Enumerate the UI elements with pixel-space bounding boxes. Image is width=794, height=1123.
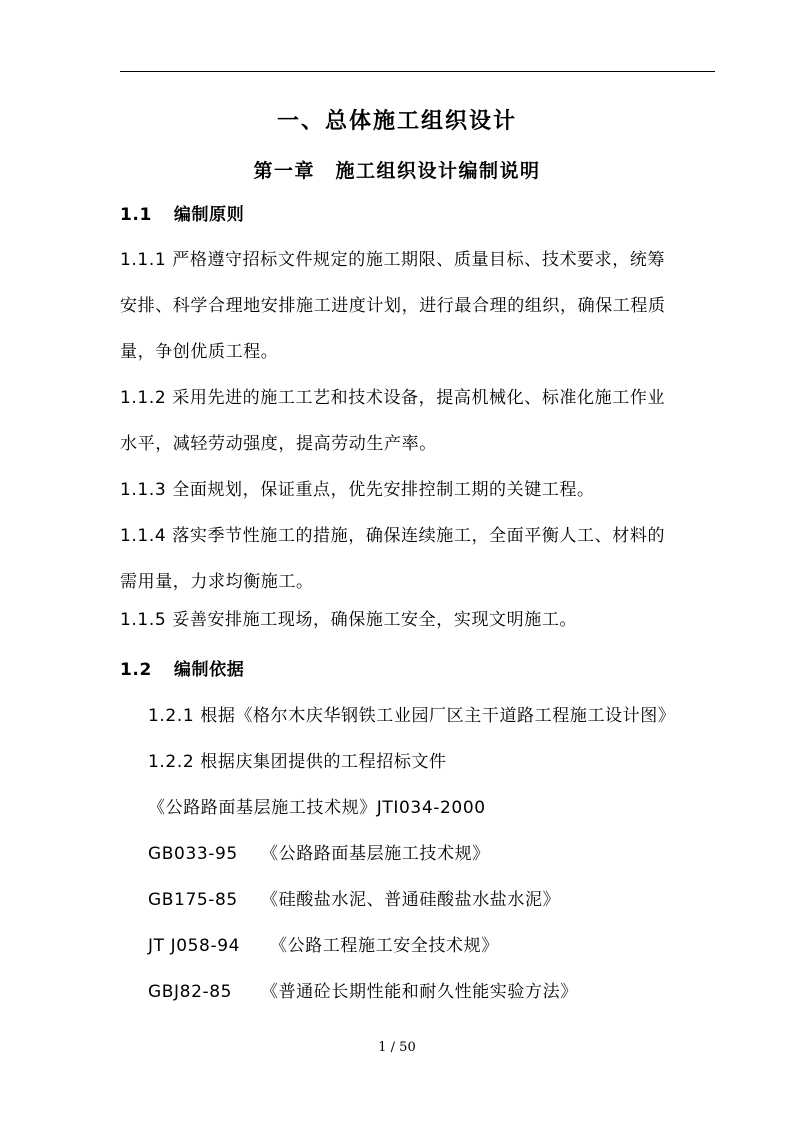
paragraph-line: 1.1.3 全面规划，保证重点，优先安排控制工期的关键工程。 (120, 480, 595, 500)
reference-row (148, 889, 560, 911)
paragraph-line: 1.1.1 严格遵守招标文件规定的施工期限、质量目标、技术要求，统筹 (120, 250, 666, 270)
page-number: 1 / 50 (378, 1040, 416, 1055)
standard-name: 《公路路面基层施工技术规》 (261, 844, 490, 864)
standard-code: GB175-85 (148, 890, 238, 910)
paragraph-line: 1.1.5 妥善安排施工现场，确保施工安全，实现文明施工。 (120, 610, 578, 630)
chapter-heading: 第一章 施工组织设计编制说明 (253, 160, 541, 182)
section-title: 编制依据 (173, 660, 245, 680)
standard-code: GB033-95 (148, 844, 238, 864)
section-heading (120, 204, 244, 226)
section-heading (120, 659, 244, 681)
section-number: 1.2 (120, 660, 152, 680)
reference-row (148, 981, 578, 1003)
paragraph-line: 水平，减轻劳动强度，提高劳动生产率。 (120, 434, 437, 454)
standard-name: 《普通砼长期性能和耐久性能实验方法》 (261, 982, 578, 1002)
paragraph-line: 1.1.4 落实季节性施工的措施，确保连续施工，全面平衡人工、材料的 (120, 526, 666, 546)
section-number: 1.1 (120, 205, 152, 225)
paragraph-line: 1.2.2 根据庆集团提供的工程招标文件 (148, 752, 447, 772)
standard-name: 《公路工程施工安全技术规》 (270, 936, 499, 956)
standard-code: GBJ82-85 (148, 982, 233, 1002)
reference-line: 《公路路面基层施工技术规》JTI034-2000 (148, 798, 486, 818)
reference-row (148, 935, 499, 957)
reference-row (148, 843, 490, 865)
standard-name: 《硅酸盐水泥、普通硅酸盐水盐水泥》 (261, 890, 561, 910)
standard-code: JT J058-94 (148, 936, 241, 956)
header-rule (120, 71, 715, 72)
paragraph-line: 1.2.1 根据《格尔木庆华钢铁工业园厂区主干道路工程施工设计图》 (148, 706, 676, 726)
document-title: 一、总体施工组织设计 (276, 109, 517, 134)
paragraph-line: 安排、科学合理地安排施工进度计划，进行最合理的组织，确保工程质 (120, 296, 666, 316)
section-title: 编制原则 (173, 205, 245, 225)
paragraph-line: 1.1.2 采用先进的施工工艺和技术设备，提高机械化、标准化施工作业 (120, 388, 666, 408)
paragraph-line: 需用量，力求均衡施工。 (120, 572, 314, 592)
paragraph-line: 量，争创优质工程。 (120, 342, 279, 362)
